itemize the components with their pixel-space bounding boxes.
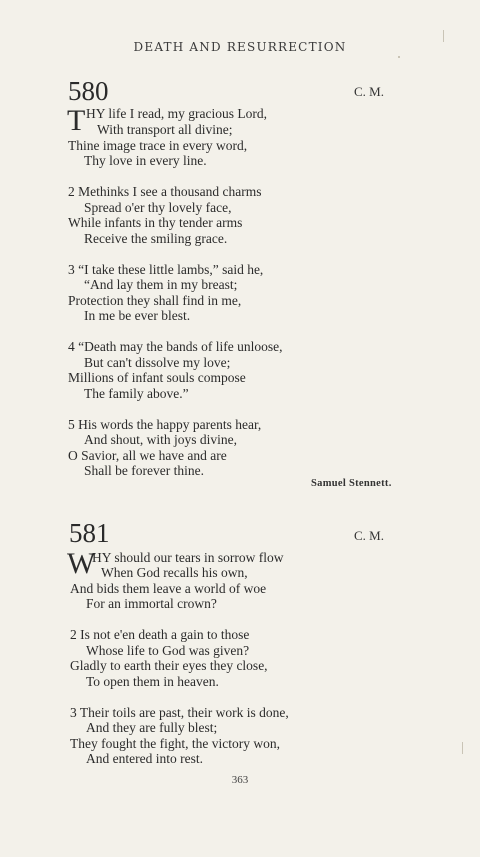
verse-line: 4 “Death may the bands of life unloose,: [68, 339, 283, 354]
drop-cap: W: [67, 547, 96, 580]
verse-line: Thine image trace in every word,: [68, 138, 248, 153]
verse-line: Thy love in every line.: [84, 153, 207, 168]
verse-line: When God recalls his own,: [101, 565, 248, 580]
verse-line: Protection they shall find in me,: [68, 293, 242, 308]
verse-line: Millions of infant souls compose: [68, 370, 246, 385]
scan-mark: [443, 30, 444, 42]
verse-line: While infants in thy tender arms: [68, 215, 243, 230]
page-number: 363: [231, 774, 249, 786]
verse-line: But can't dissolve my love;: [84, 355, 231, 370]
verse-line: Shall be forever thine.: [84, 463, 204, 478]
verse-line: O Savior, all we have and are: [68, 448, 227, 463]
hymn-meter: C. M.: [354, 528, 384, 543]
scan-mark: [462, 742, 463, 754]
verse-line: Gladly to earth their eyes they close,: [70, 658, 268, 673]
verse-line: And they are fully blest;: [86, 720, 218, 735]
hymn-number: 580: [68, 76, 109, 106]
verse-line: With transport all divine;: [97, 122, 233, 137]
verse-line: And bids them leave a world of woe: [70, 581, 267, 596]
running-head: DEATH AND RESURRECTION: [133, 40, 347, 54]
scan-mark: [398, 56, 400, 58]
verse-line: The family above.”: [84, 386, 189, 401]
verse-line: Whose life to God was given?: [86, 643, 250, 658]
verse-line: “And lay them in my breast;: [84, 277, 238, 292]
verse-line: They fought the fight, the victory won,: [70, 736, 280, 751]
first-line: HY should our tears in sorrow flow: [92, 550, 284, 565]
hymn-meter: C. M.: [354, 84, 384, 99]
author-attribution: Samuel Stennett.: [311, 478, 392, 489]
verse-line: Receive the smiling grace.: [84, 231, 228, 246]
hymn-number: 581: [69, 518, 110, 548]
verse-line: To open them in heaven.: [86, 674, 219, 689]
drop-cap: T: [67, 104, 86, 137]
verse-line: 3 “I take these little lambs,” said he,: [68, 262, 264, 277]
verse-line: And shout, with joys divine,: [84, 432, 238, 447]
first-line: HY life I read, my gracious Lord,: [86, 106, 267, 121]
verse-line: 2 Methinks I see a thousand charms: [68, 184, 262, 199]
verse-line: For an immortal crown?: [86, 596, 217, 611]
verse-line: In me be ever blest.: [84, 308, 191, 323]
verse-line: 3 Their toils are past, their work is done,: [70, 705, 289, 720]
verse-line: 5 His words the happy parents hear,: [68, 417, 262, 432]
verse-line: 2 Is not e'en death a gain to those: [70, 627, 250, 642]
verse-line: Spread o'er thy lovely face,: [84, 200, 232, 215]
verse-line: And entered into rest.: [86, 751, 203, 766]
